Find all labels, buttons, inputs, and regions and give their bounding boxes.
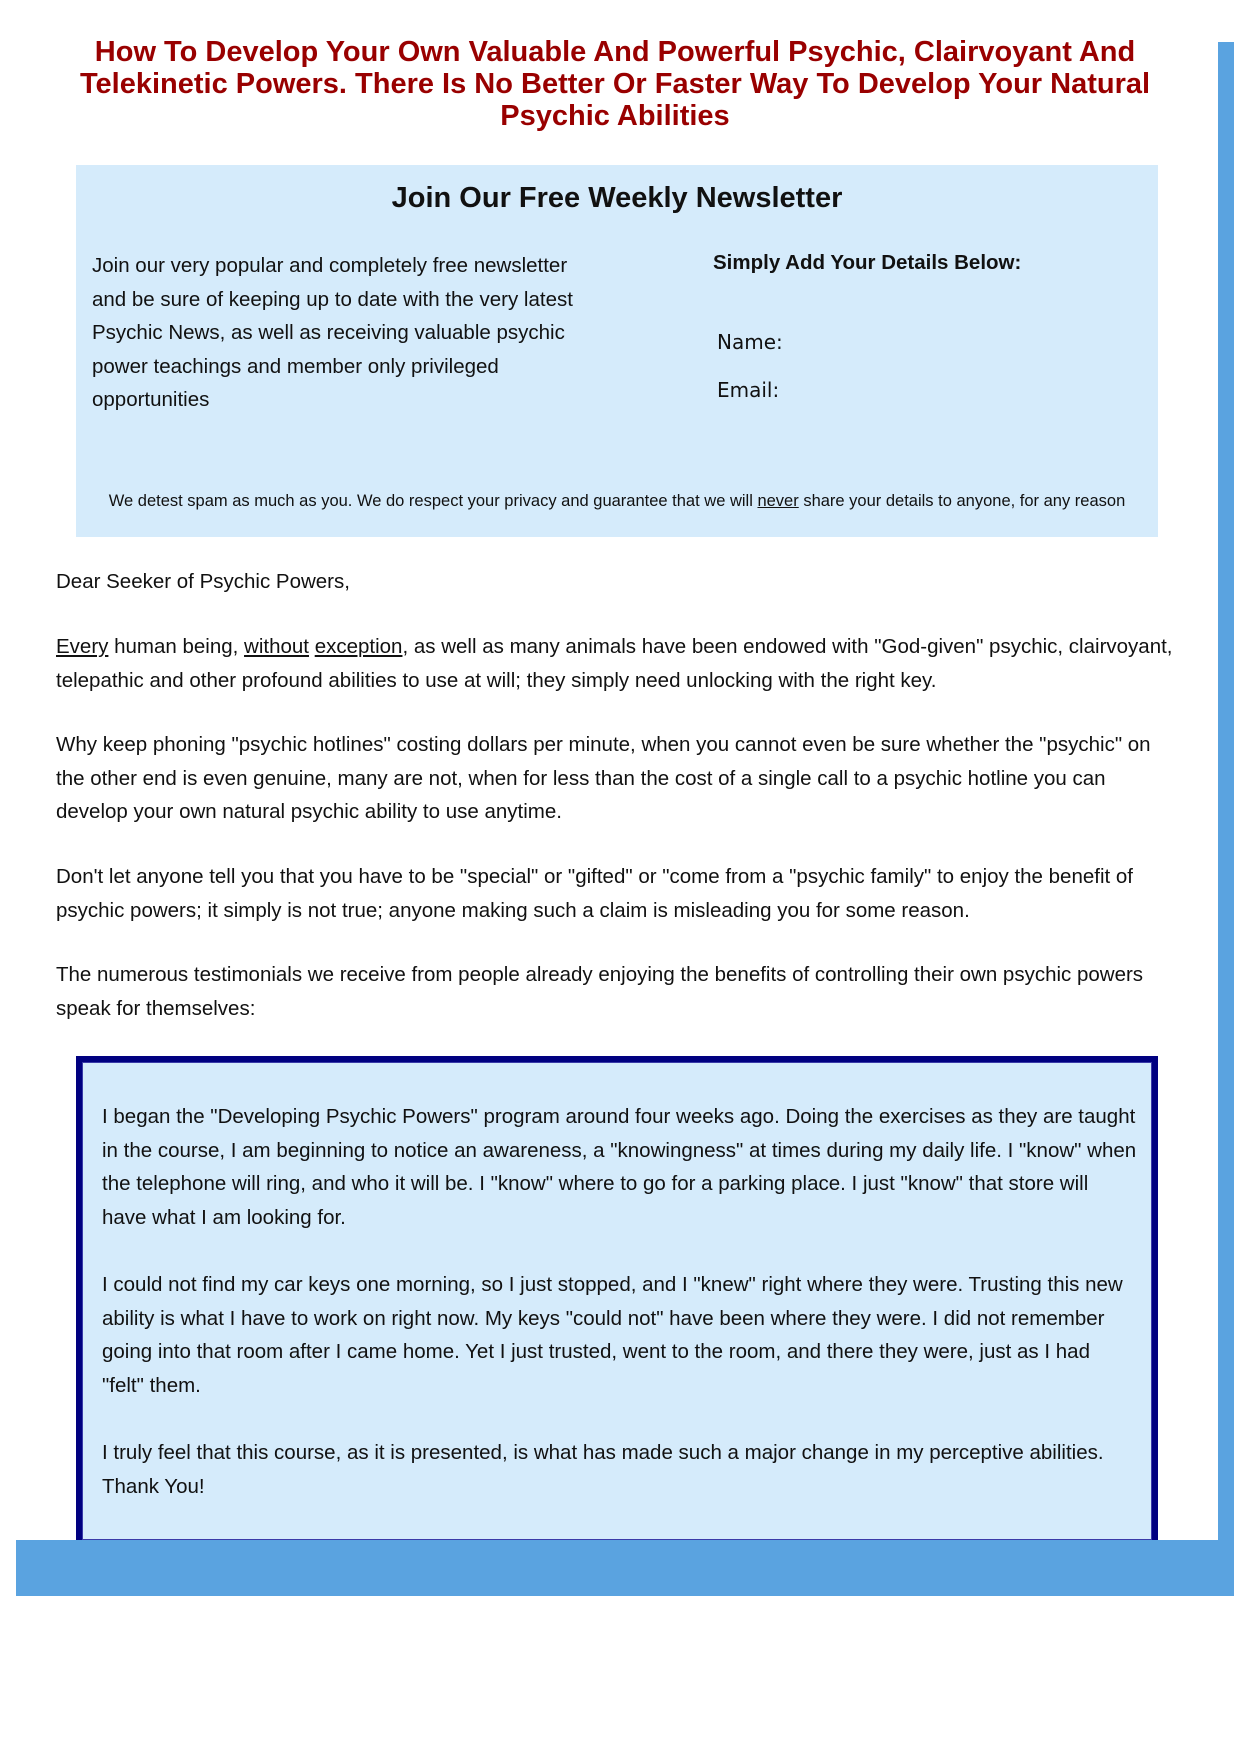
newsletter-signup-panel bbox=[76, 165, 1158, 537]
newsletter-intro: Join our very popular and completely free newsletter and be sure of keeping up to date with the very latest Psychic News, as well as receiving valuable psychic power teachings and member only privileged opportunities bbox=[92, 254, 573, 411]
name-field-label: Name: bbox=[717, 330, 783, 354]
testimonial-paragraph-1: I began the "Developing Psychic Powers" program around four weeks ago. Doing the exercises as they are taught in the course, I am beginning to notice an awareness, a "knowingness" at times during my daily life. I "know" when the telephone will ring, and who it will be. I "know" where to go for a parking place. I just "know" that store will have what I am looking for. bbox=[102, 1105, 1137, 1229]
every-emphasis: Every bbox=[56, 635, 109, 658]
testimonial-paragraph-3: I truly feel that this course, as it is presented, is what has made such a major change in my perceptive abilities. Thank You! bbox=[102, 1441, 1104, 1498]
privacy-notice bbox=[76, 492, 1158, 511]
paragraph-every-human bbox=[56, 630, 1176, 697]
right-frame-bar bbox=[1218, 42, 1234, 1595]
paragraph-hotlines: Why keep phoning "psychic hotlines" costing dollars per minute, when you cannot even be sure whether the "psychic" on the other end is even genuine, many are not, when for less than the cost of a single call to a psychic hotline you can develop your own natural psychic ability to use anytime. bbox=[56, 733, 1151, 823]
email-field-label: Email: bbox=[717, 378, 780, 402]
letter-greeting: Dear Seeker of Psychic Powers, bbox=[56, 570, 350, 593]
privacy-never-emphasis: never bbox=[757, 492, 799, 510]
testimonial-paragraph-2: I could not find my car keys one morning, so I just stopped, and I "knew" right where they were. Trusting this new ability is what I have to work on right now. My keys "could not" have been where they were. I did not remember going into that room after I came home. Yet I just trusted, went to the room, and there they were, just as I had "felt" them. bbox=[102, 1273, 1123, 1397]
privacy-notice-end: share your details to anyone, for any reason bbox=[798, 492, 1126, 510]
every-rest-text: , as well as many animals have been endowed with "God-given" psychic, clairvoyant, telepathic and other profound abilities to use at will; they simply need unlocking with the right key. bbox=[56, 635, 1173, 692]
privacy-notice-start: We detest spam as much as you. We do respect your privacy and guarantee that we will bbox=[108, 492, 758, 510]
every-mid-text: human being, bbox=[108, 635, 245, 658]
testimonial-box bbox=[76, 1056, 1158, 1540]
newsletter-form-heading: Simply Add Your Details Below: bbox=[713, 251, 1022, 274]
exception-emphasis: exception bbox=[314, 635, 403, 658]
paragraph-special: Don't let anyone tell you that you have to be "special" or "gifted" or "come from a "psychic family" to enjoy the benefit of psychic powers; it simply is not true; anyone making such a claim is misleading you for some reason. bbox=[56, 865, 1134, 922]
without-emphasis: without bbox=[244, 635, 309, 658]
page-headline: How To Develop Your Own Valuable And Powerful Psychic, Clairvoyant And Telekinetic Powers. There Is No Better Or Faster Way To Develop Your Natural Psychic Abilities bbox=[79, 36, 1151, 132]
bottom-frame-bar bbox=[16, 1540, 1234, 1596]
newsletter-title: Join Our Free Weekly Newsletter bbox=[391, 182, 843, 214]
paragraph-testimonials-intro: The numerous testimonials we receive from people already enjoying the benefits of controlling their own psychic powers speak for themselves: bbox=[56, 963, 1144, 1020]
